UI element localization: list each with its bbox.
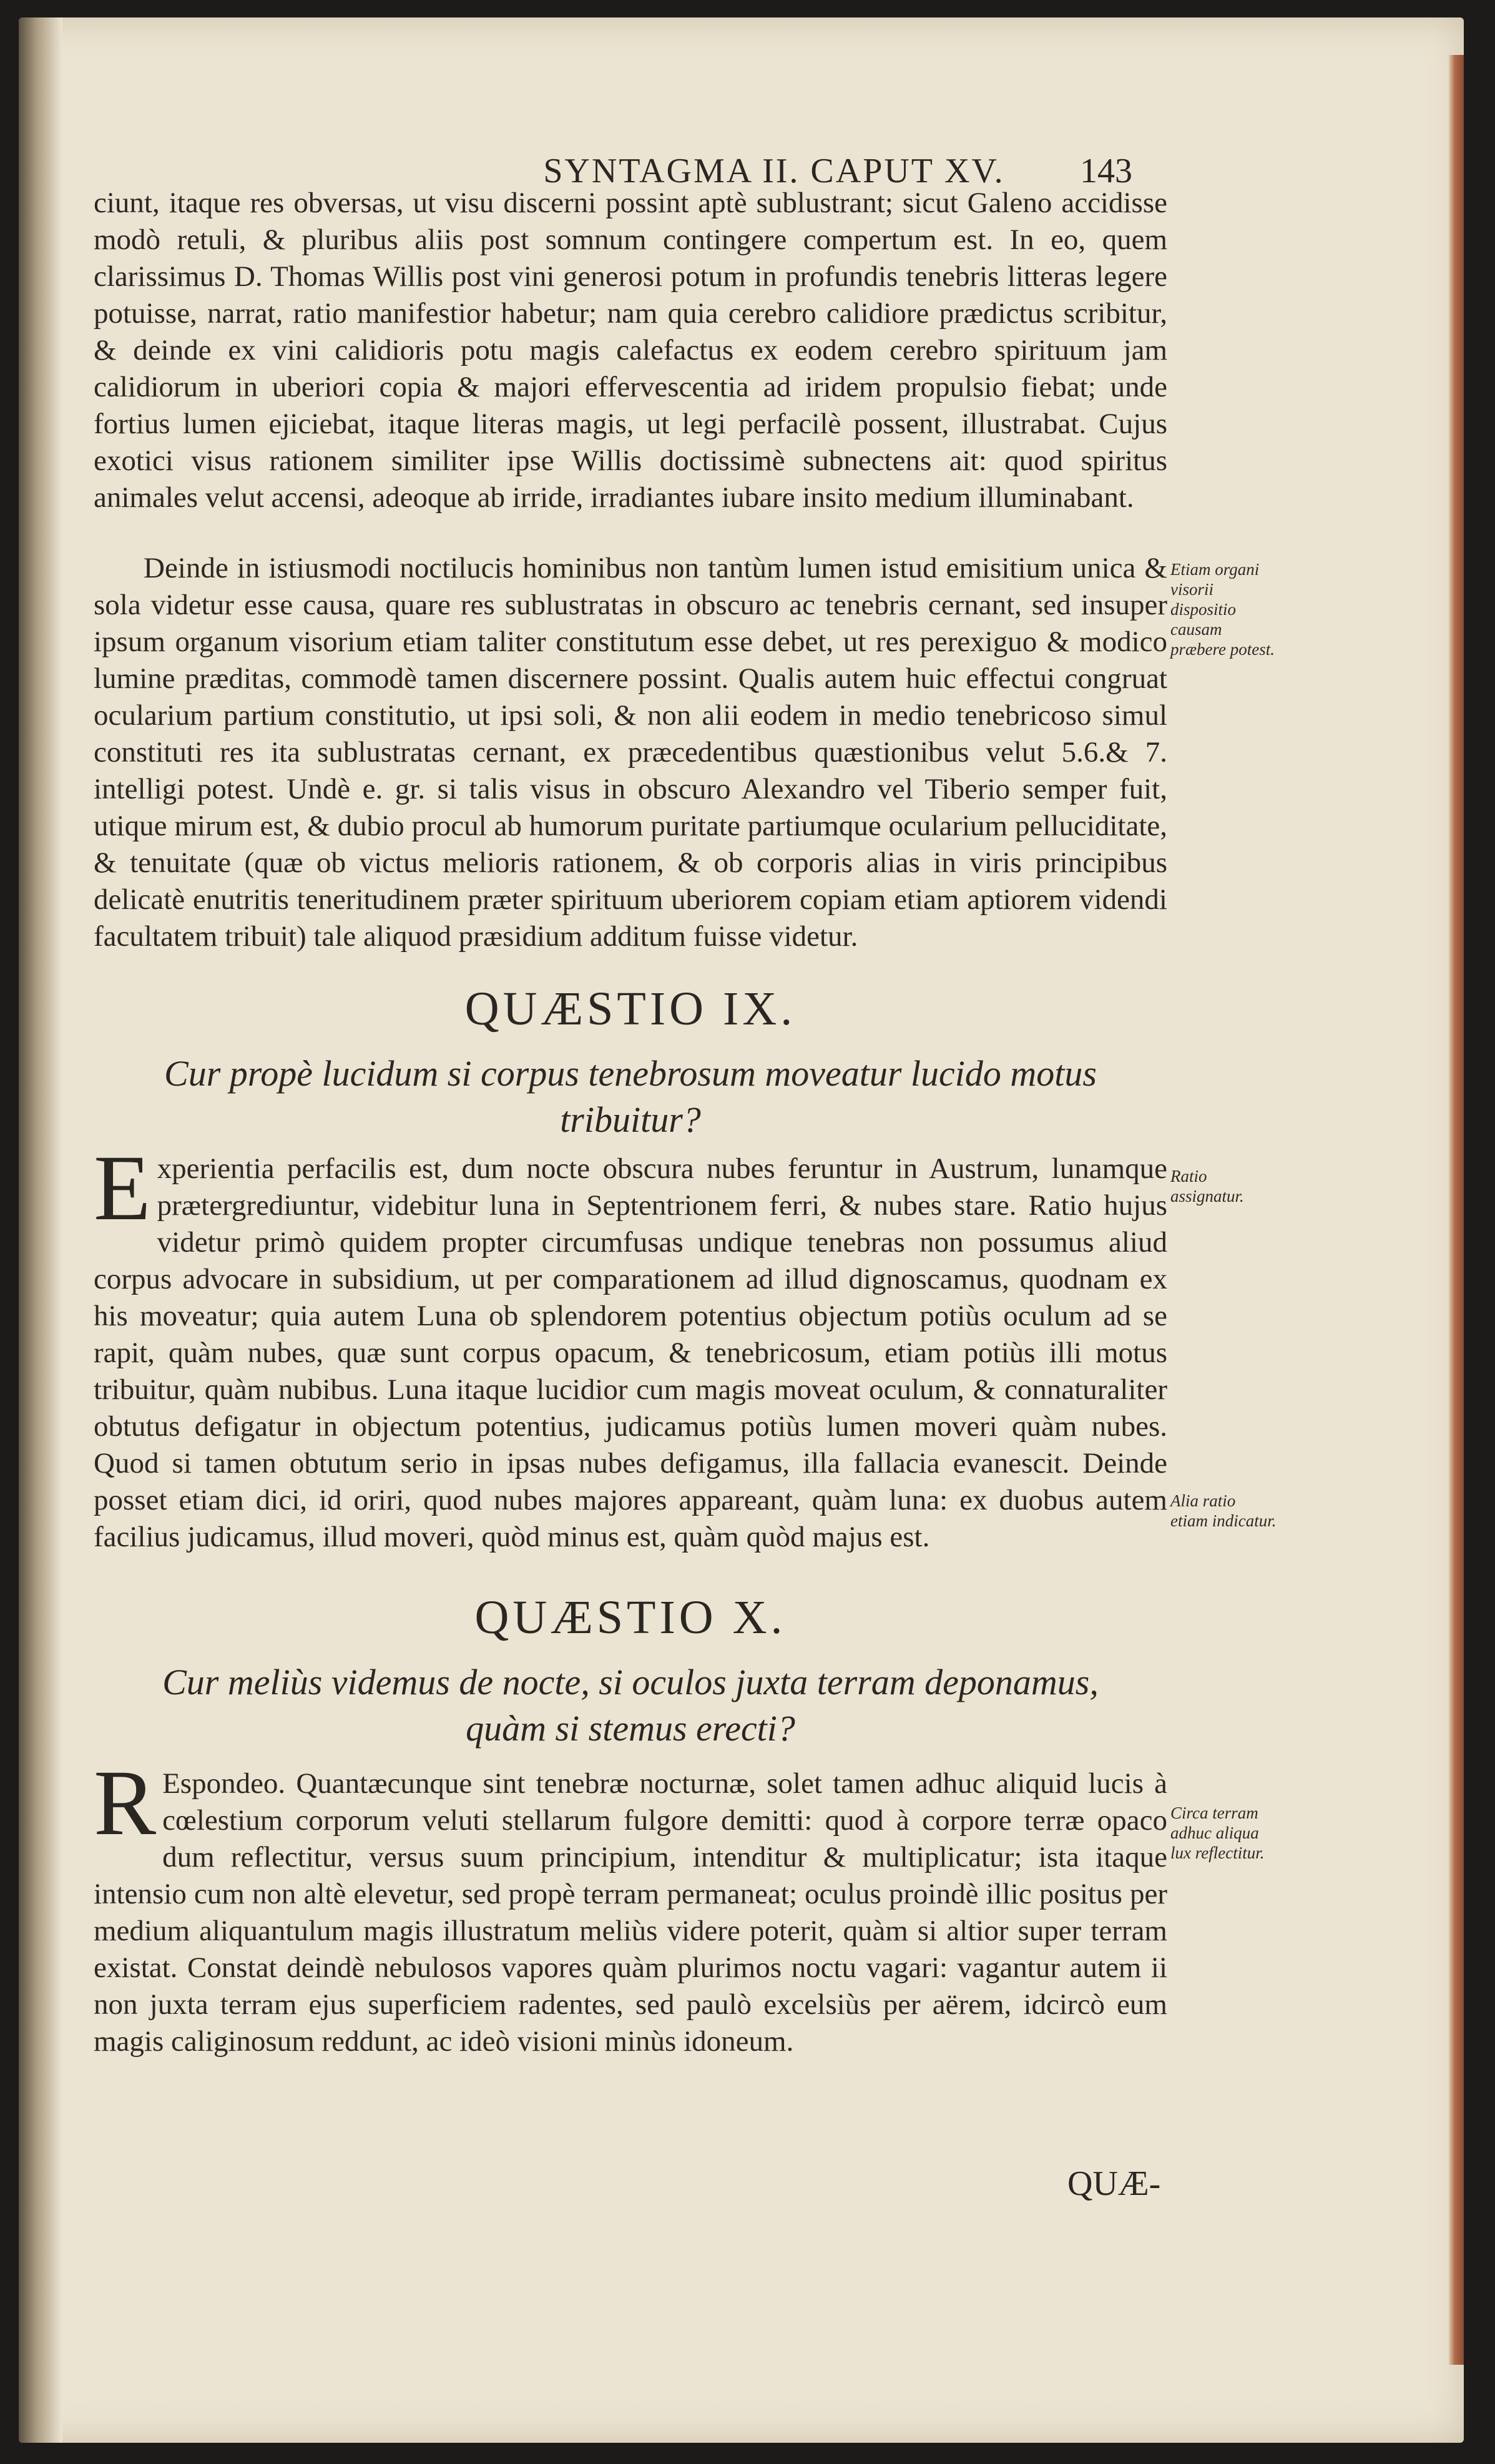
question-10-text: [94, 1751, 1167, 2060]
running-title: SYNTAGMA II. CAPUT XV.: [543, 152, 1005, 190]
page-number: 143: [1080, 152, 1132, 190]
question-9-subtitle: Cur propè lucidum si corpus tenebrosum moveatur lucido motus tribuitur?: [164, 1053, 1097, 1140]
catchword: QUÆ-: [1067, 2164, 1161, 2203]
paragraph-2: Deinde in istiusmodi noctilucis hominibus non tantùm lumen istud emisitium unica & sola videtur esse causa, quare res sublustratas in obscuro ac tenebris cernant, sed insuper ipsum organum visorium etiam taliter constitutum esse debet, ut res perexiguo & modico lumine præditas, commodè tamen discernere possint. Qualis autem huic effectui congruat ocularium partium constitutio, ut ipsi soli, & non alii eodem in medio tenebricoso simul constituti res ita sublustratas cernant, ex præcedentibus quæstionibus velut 5.6.& 7. intelligi potest. Undè e. gr. si talis visus in obscuro Alexandro vel Tiberio semper fuit, utique mirum est, & dubio procul ab humorum puritate partiumque ocularium pelluciditate, & tenuitate (quæ ob victus melioris rationem, & ob corporis alias in viris principibus delicatè enutritis teneritudinem præter spirituum uberiorem copiam etiam aptiorem videndi facultatem tribuit) tale aliquod præsidium additum fuisse videtur.: [94, 552, 1167, 953]
question-10-body: Espondeo. Quantæcunque sint tenebræ nocturnæ, solet tamen adhuc aliquid lucis à cœlestium corporum veluti stellarum fulgore demitti: quod à corpore terræ opaco dum reflectitur, versus suum principium, intenditur & multiplicatur; ista itaque intensio cum non altè elevetur, sed propè terram permaneat; oculus proindè illic positus per medium aliquantulum magis illustratum meliùs videre poterit, quàm si altior super terram existat. Constat deindè nebulosos vapores quàm plurimos noctu vagari: vagantur autem ii non juxta terram ejus superficiem radentes, sed paulò excelsiùs per aërem, idcircò eum magis caliginosum reddunt, ac ideò visioni minùs idoneum.: [94, 1767, 1167, 2058]
drop-cap: R: [94, 1751, 157, 1855]
margin-note: Circa terram adhuc aliqua lux reflectitur.: [1170, 1804, 1265, 1862]
margin-note: Ratio assignatur.: [1170, 1167, 1244, 1205]
question-10-title: QUÆSTIO X.: [474, 1591, 787, 1644]
margin-note: Etiam organi visorii dispositio causam præbere potest.: [1170, 560, 1275, 659]
question-9-text: [94, 1136, 1167, 1556]
question-9-body: xperientia perfacilis est, dum nocte obscura nubes feruntur in Austrum, lunamque prætergrediuntur, videbitur luna in Septentrionem ferri, & nubes stare. Ratio hujus videtur primò quidem propter circumfusas undique tenebras non possumus aliud corpus advocare in subsidium, ut per comparationem ad illud dignoscamus, quodnam ex his moveatur; quia autem Luna ob splendorem potentius objectum potiùs oculum ad se rapit, quàm nubes, quæ sunt corpus opacum, & tenebricosum, etiam potiùs illi motus tribuitur, quàm nubibus. Luna itaque lucidior cum magis moveat oculum, & connaturaliter obtutus defigatur in objectum potentius, judicamus potiùs lumen moveri quàm nubes. Quod si tamen obtutum serio in ipsas nubes defigamus, illa fallacia evanescit. Deinde posset etiam dici, id oriri, quod nubes majores appareant, quàm luna: ex duobus autem facilius judicamus, illud moveri, quòd minus est, quàm quòd majus est.: [94, 1152, 1167, 1553]
question-9-title: QUÆSTIO IX.: [464, 983, 797, 1035]
question-10-subtitle: Cur meliùs videmus de nocte, si oculos juxta terram deponamus, quàm si stemus erecti?: [162, 1662, 1099, 1749]
drop-cap: E: [94, 1136, 151, 1240]
paragraph-1: ciunt, itaque res obversas, ut visu discerni possint aptè sublustrant; sicut Galeno accidisse modò retuli, & pluribus aliis post somnum contingere compertum est. In eo, quem clarissimus D. Thomas Willis post vini generosi potum in profundis tenebris litteras legere potuisse, narrat, ratio manifestior habetur; nam quia cerebro calidiore prædictus scribitur, & deinde ex vini calidioris potu magis calefactus ex eodem cerebro spirituum jam calidiorum in uberiori copia & majori effervescentia ad iridem propulsio fiebat; unde fortius lumen ejiciebat, itaque literas magis, ut legi perfacilè possent, illustrabat. Cujus exotici visus rationem similiter ipse Willis doctissimè subnectens ait: quod spiritus animales velut accensi, adeoque ab irride, irradiantes iubare insito medium illuminabant.: [94, 187, 1167, 514]
book-page: [19, 17, 1464, 2443]
margin-note: Alia ratio etiam indicatur.: [1170, 1491, 1277, 1530]
page-edge: [1449, 55, 1464, 2365]
binding-gutter: [19, 17, 62, 2443]
